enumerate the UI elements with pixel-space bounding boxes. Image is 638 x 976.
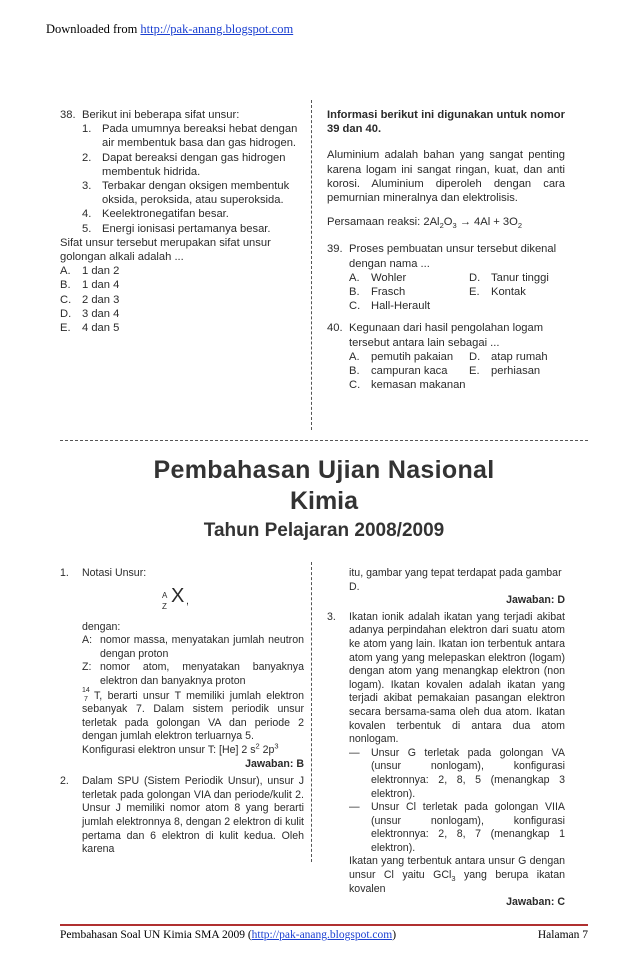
question-number: 39.: [327, 243, 343, 256]
option-b[interactable]: B. Frasch: [349, 286, 406, 299]
list-item: — Unsur Cl terletak pada golongan VIIA (unsur nonlogam), konfigurasi elektronnya: 2, 8, 7 (menangkap 1 elektron).: [349, 801, 565, 854]
column-divider: [311, 562, 312, 862]
footer-prefix: Pembahasan Soal UN Kimia SMA 2009 (: [60, 929, 252, 941]
answer-3: Jawaban: C: [506, 896, 565, 909]
page-number: Halaman 7: [537, 929, 588, 941]
question-stem: Berikut ini beberapa sifat unsur:: [82, 109, 240, 121]
header-prefix: Downloaded from: [46, 22, 141, 36]
element-bullets: [349, 747, 565, 856]
option-b[interactable]: B. 1 dan 4: [60, 279, 120, 292]
definition-list: [82, 634, 304, 688]
solution-number: 3.: [327, 610, 336, 623]
footer-suffix: ): [392, 929, 397, 941]
electron-configuration: Konfigurasi elektron unsur T: [He] 2 $s^2$ $2p^3$: [82, 741, 279, 756]
page-footer: [60, 929, 588, 941]
solutions-left-column: [60, 567, 304, 857]
answer-options: [60, 264, 302, 335]
section-divider: [60, 440, 588, 441]
question-40: [327, 321, 565, 392]
answer-options: [349, 350, 565, 393]
solution-text: Ikatan ionik adalah ikatan yang terjadi akibat adanya perpindahan elektron dari suatu atom ke atom yang lain. Ikatan ion terbentuk antara atom yang yang melepaskan elektron (logam) dengan atom yang menangkap elektron (non logam). Ikatan kovalen adalah ikatan yang terjadi akibat pemakaian pasangan elektron secara bersama-sama oleh dua atom. Ikatan kovalen terbentuk di antara dua atom nonlogam.: [349, 610, 565, 746]
list-item: 1. Pada umumnya bereaksi hebat dengan air membentuk basa dan gas hidrogen.: [82, 123, 298, 150]
solutions-right-column: [327, 567, 565, 910]
option-d[interactable]: D. Tanur tinggi: [469, 271, 549, 284]
solution-number: 2.: [60, 775, 69, 788]
column-divider: [311, 100, 312, 430]
option-c[interactable]: C. 2 dan 3: [60, 293, 120, 306]
solution-number: 1.: [60, 567, 69, 579]
option-a[interactable]: A. Wohler: [349, 271, 407, 284]
info-paragraph: Aluminium adalah bahan yang sangat penting karena logam ini sangat ringan, kuat, dan anti korosi. Aluminium diperoleh dengan cara pemurnian mineralnya dan elektrolisis.: [327, 149, 565, 205]
solution-2: [60, 775, 304, 857]
definition-z: Z: nomor atom, menyatakan banyaknya elektron dan banyaknya proton: [82, 661, 304, 687]
option-d[interactable]: D. 3 dan 4: [60, 307, 120, 320]
option-c[interactable]: C. Hall-Herault: [349, 300, 431, 313]
question-number: 38.: [60, 109, 76, 121]
download-source-header: [46, 22, 293, 37]
question-38: [60, 108, 302, 335]
info-and-questions-39-40: [327, 108, 565, 392]
question-number: 40.: [327, 322, 343, 335]
option-e[interactable]: E. perhiasan: [469, 365, 541, 378]
question-stem: Proses pembuatan unsur tersebut dikenal dengan nama ...: [349, 243, 557, 270]
year-title: Tahun Pelajaran 2008/2009: [203, 520, 445, 541]
solution-heading: Notasi Unsur:: [82, 567, 147, 579]
element-notation: A Z X ,: [162, 584, 189, 611]
definition-a: A: nomor massa, menyatakan jumlah neutron dengan proton: [82, 634, 304, 660]
footer-link[interactable]: http://pak-anang.blogspot.com: [251, 929, 393, 941]
element-t-explanation: 14 7 T, berarti unsur T memiliki jumlah elektron sebanyak 7. Dalam sistem periodik unsur terletak pada golongan VA dan periode 2 dengan jumlah elektron terluarnya 5.: [82, 686, 304, 743]
reaction-equation: Persamaan reaksi: $2Al_2O_3 \to 4Al + 3O_2$: [327, 216, 523, 231]
info-heading: Informasi berikut ini digunakan untuk nomor 39 dan 40.: [327, 109, 565, 136]
list-item: 5. Energi ionisasi pertamanya besar.: [82, 222, 271, 235]
subject-title: Kimia: [289, 487, 359, 515]
option-e[interactable]: E. Kontak: [469, 286, 526, 299]
dengan-label: dengan:: [82, 620, 121, 633]
question-39: [327, 242, 565, 313]
footer-rule: [60, 924, 588, 926]
list-item: 2. Dapat bereaksi dengan gas hidrogen membentuk hidrida.: [82, 151, 286, 178]
question-stem: Kegunaan dari hasil pengolahan logam tersebut antara lain sebagai ...: [349, 322, 544, 349]
solution-1: [60, 567, 304, 771]
solution-3: [327, 611, 565, 910]
solution-2-continuation: itu, gambar yang tepat terdapat pada gambar D.: [349, 567, 562, 593]
solution-conclusion: Ikatan yang terbentuk antara unsur G dengan unsur Cl yaitu GCl$_3$ yang berupa ikatan kovalen: [349, 855, 565, 895]
page-title: Pembahasan Ujian Nasional: [153, 456, 495, 484]
header-link[interactable]: http://pak-anang.blogspot.com: [140, 22, 294, 36]
question-closing: Sifat unsur tersebut merupakan sifat unsur golongan alkali adalah ...: [60, 236, 271, 264]
option-a[interactable]: A. pemutih pakaian: [349, 350, 454, 363]
answer-1: Jawaban: B: [245, 757, 304, 770]
solution-text: Dalam SPU (Sistem Periodik Unsur), unsur J terletak pada golongan VIA dan periode/kulit 2. Unsur J memiliki nomor atom 8 yang berarti jumlah elektronnya 8, dengan 2 elektron di kulit pertama dan 6 elektron di kulit kedua. Oleh karena: [82, 775, 304, 856]
option-a[interactable]: A. 1 dan 2: [60, 265, 120, 278]
option-c[interactable]: C. kemasan makanan: [349, 379, 466, 392]
list-item: 4. Keelektronegatifan besar.: [82, 208, 229, 221]
option-b[interactable]: B. campuran kaca: [349, 365, 448, 378]
answer-options: [349, 271, 565, 314]
list-item: — Unsur G terletak pada golongan VA (unsur nonlogam), konfigurasi elektronnya: 2, 8, 5 (menangkap 3 elektron).: [349, 746, 565, 800]
property-list: [82, 122, 302, 236]
option-e[interactable]: E. 4 dan 5: [60, 322, 120, 335]
option-d[interactable]: D. atap rumah: [469, 350, 548, 363]
list-item: 3. Terbakar dengan oksigen membentuk oksida, peroksida, atau superoksida.: [82, 180, 290, 207]
answer-2: Jawaban: D: [506, 594, 565, 607]
